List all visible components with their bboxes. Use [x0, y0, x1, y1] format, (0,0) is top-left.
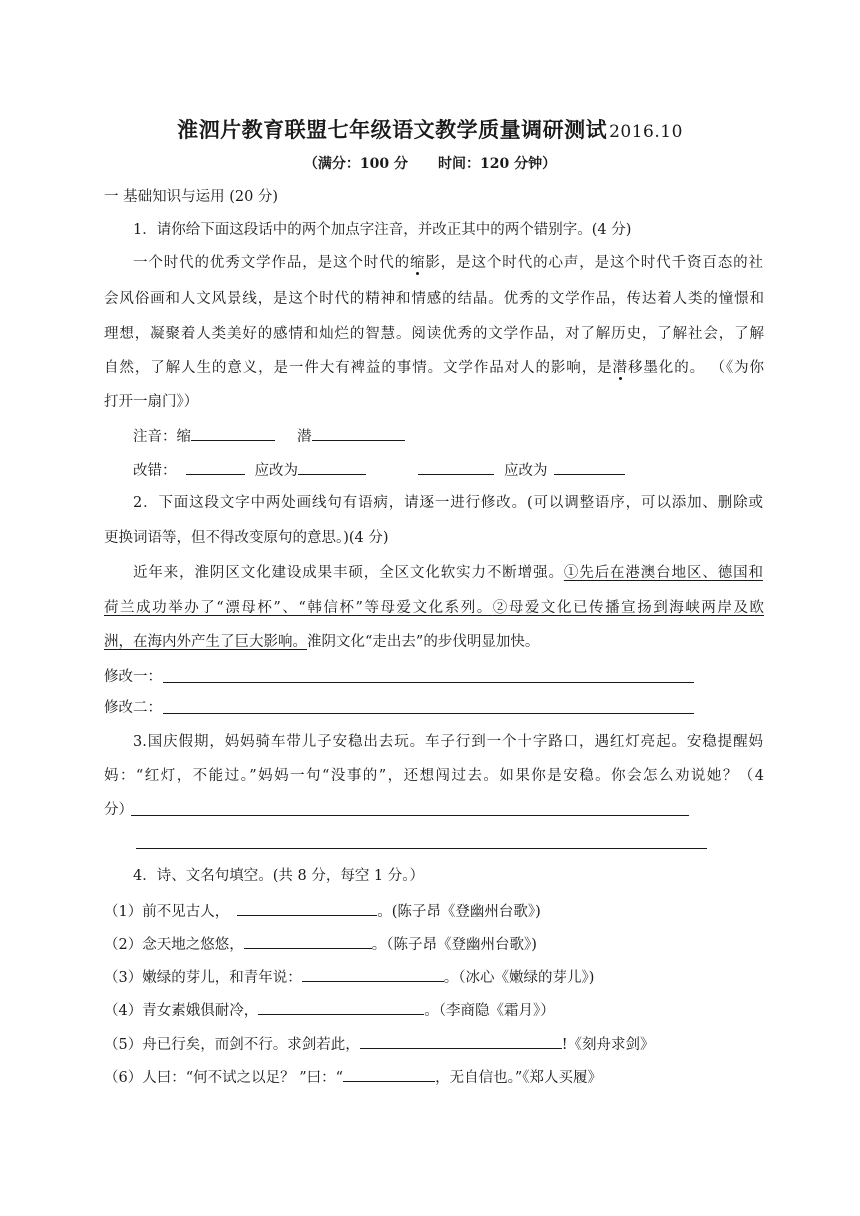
- q2-fix2-label: 修改二：: [104, 700, 162, 716]
- subtitle-score: （满分：100 分: [303, 156, 408, 172]
- section-heading: 一 基础知识与运用 (20 分): [104, 189, 279, 205]
- q1-gaicuo-row: 改错： 应改为 应改为: [133, 459, 763, 481]
- q2-para-1: 近年来，淮阴区文化建设成果丰硕，全区文化软实力不断增强。①先后在港澳台地区、德国和: [133, 565, 764, 581]
- q3-line-2: 妈：“红灯，不能过。”妈妈一句“没事的”，还想闯过去。如果你是安稳。你会怎么劝说她？（4: [104, 768, 764, 784]
- zhuyin-suo-blank[interactable]: [191, 425, 275, 441]
- q4-item-4: （4）青女素娥俱耐冷， 。（李商隐《霜月》）: [104, 999, 764, 1021]
- gaicuo-wrong2-blank[interactable]: [418, 459, 494, 475]
- q1-line-2: 会风俗画和人文风景线，是这个时代的精神和情感的结晶。优秀的文学作品，传达着人类的憧憬和: [104, 291, 764, 307]
- q4-item-2: （2）念天地之悠悠， 。（陈子昂《登幽州台歌》): [104, 933, 764, 955]
- q2-fix1-label: 修改一：: [104, 669, 162, 685]
- q1-line-5: 打开一扇门》）: [104, 394, 199, 410]
- gaicuo-correct2-blank[interactable]: [554, 459, 625, 475]
- q3-answer-line-2[interactable]: [136, 848, 707, 849]
- gaicuo-wrong1-blank[interactable]: [186, 459, 245, 475]
- q1-zhuyin-row: 注音：缩 潜: [133, 425, 763, 447]
- q1-line-4: 自然，了解人生的意义，是一件大有裨益的事情。文学作品对人的影响，是潜移墨化的。 （《为你: [104, 360, 765, 376]
- q4-blank-6[interactable]: [343, 1066, 435, 1082]
- q2-para-3: 洲，在海内外产生了巨大影响。淮阴文化“走出去”的步伐明显加快。: [104, 634, 540, 650]
- underlined-sentence-1: ①先后在港澳台地区、德国和: [563, 565, 764, 581]
- q2-fix1-answer-line[interactable]: [163, 682, 694, 683]
- q4-prompt: 4．诗、文名句填空。(共 8 分，每空 1 分。）: [133, 868, 425, 884]
- title-text: 淮泗片教育联盟七年级语文教学质量调研测试: [177, 117, 608, 142]
- q4-blank-3[interactable]: [302, 966, 444, 982]
- q1-line-3: 理想，凝聚着人类美好的感情和灿烂的智慧。阅读优秀的文学作品，对了解历史，了解社会，了解: [104, 326, 764, 342]
- q4-item-3: （3）嫩绿的芽儿，和青年说： 。（冰心《嫩绿的芽儿》): [104, 966, 764, 988]
- q2-para-2: [104, 598, 764, 618]
- zhuyin-qian-blank[interactable]: [312, 425, 405, 441]
- q4-item-6: （6）人曰：“何不试之以足？ ”曰：“ ，无自信也。”《郑人买履》: [104, 1066, 764, 1088]
- q4-item-5: （5）舟已行矣，而剑不行。求剑若此， !《刻舟求剑》: [104, 1033, 764, 1055]
- q3-answer-line-1[interactable]: [131, 815, 689, 816]
- q1-prompt: 1．请你给下面这段话中的两个加点字注音，并改正其中的两个错别字。(4 分): [133, 222, 632, 238]
- dotted-char-suo: 缩: [409, 255, 426, 271]
- q4-blank-1[interactable]: [237, 900, 377, 916]
- q2-prompt-2: 更换词语等，但不得改变原句的意思。)(4 分): [104, 530, 389, 546]
- title-year: 2016.10: [609, 122, 683, 142]
- q2-prompt-1: 2．下面这段文字中两处画线句有语病，请逐一进行修改。(可以调整语序，可以添加、删除或: [133, 495, 763, 511]
- q3-line-1: 3.国庆假期，妈妈骑车带儿子安稳出去玩。车子行到一个十字路口，遇红灯亮起。安稳提醒妈: [133, 734, 763, 750]
- q4-blank-2[interactable]: [244, 933, 372, 949]
- q4-blank-4[interactable]: [258, 999, 424, 1015]
- q1-line-1: 一个时代的优秀文学作品，是这个时代的缩影，是这个时代的心声，是这个时代千资百态的社: [133, 255, 764, 271]
- underlined-sentence-2-end: 洲，在海内外产生了巨大影响。: [104, 634, 307, 650]
- q3-line-3: 分）: [104, 802, 133, 818]
- gaicuo-correct1-blank[interactable]: [298, 459, 366, 475]
- underlined-sentence-2: ②母爱文化已传播宣扬到海峡两岸及欧: [492, 600, 764, 616]
- underlined-sentence-1-end: 荷兰成功举办了“漂母杯”、“韩信杯”等母爱文化系列。: [104, 600, 493, 616]
- q4-item-1: （1）前不见古人， 。(陈子昂《登幽州台歌》): [104, 900, 764, 922]
- dotted-char-qian: 潜: [612, 360, 628, 376]
- subtitle-time: 时间：120 分钟）: [438, 156, 557, 172]
- q2-fix2-answer-line[interactable]: [163, 713, 694, 714]
- page-subtitle: [0, 153, 860, 173]
- q4-blank-5[interactable]: [360, 1033, 562, 1049]
- page-title: [0, 114, 860, 144]
